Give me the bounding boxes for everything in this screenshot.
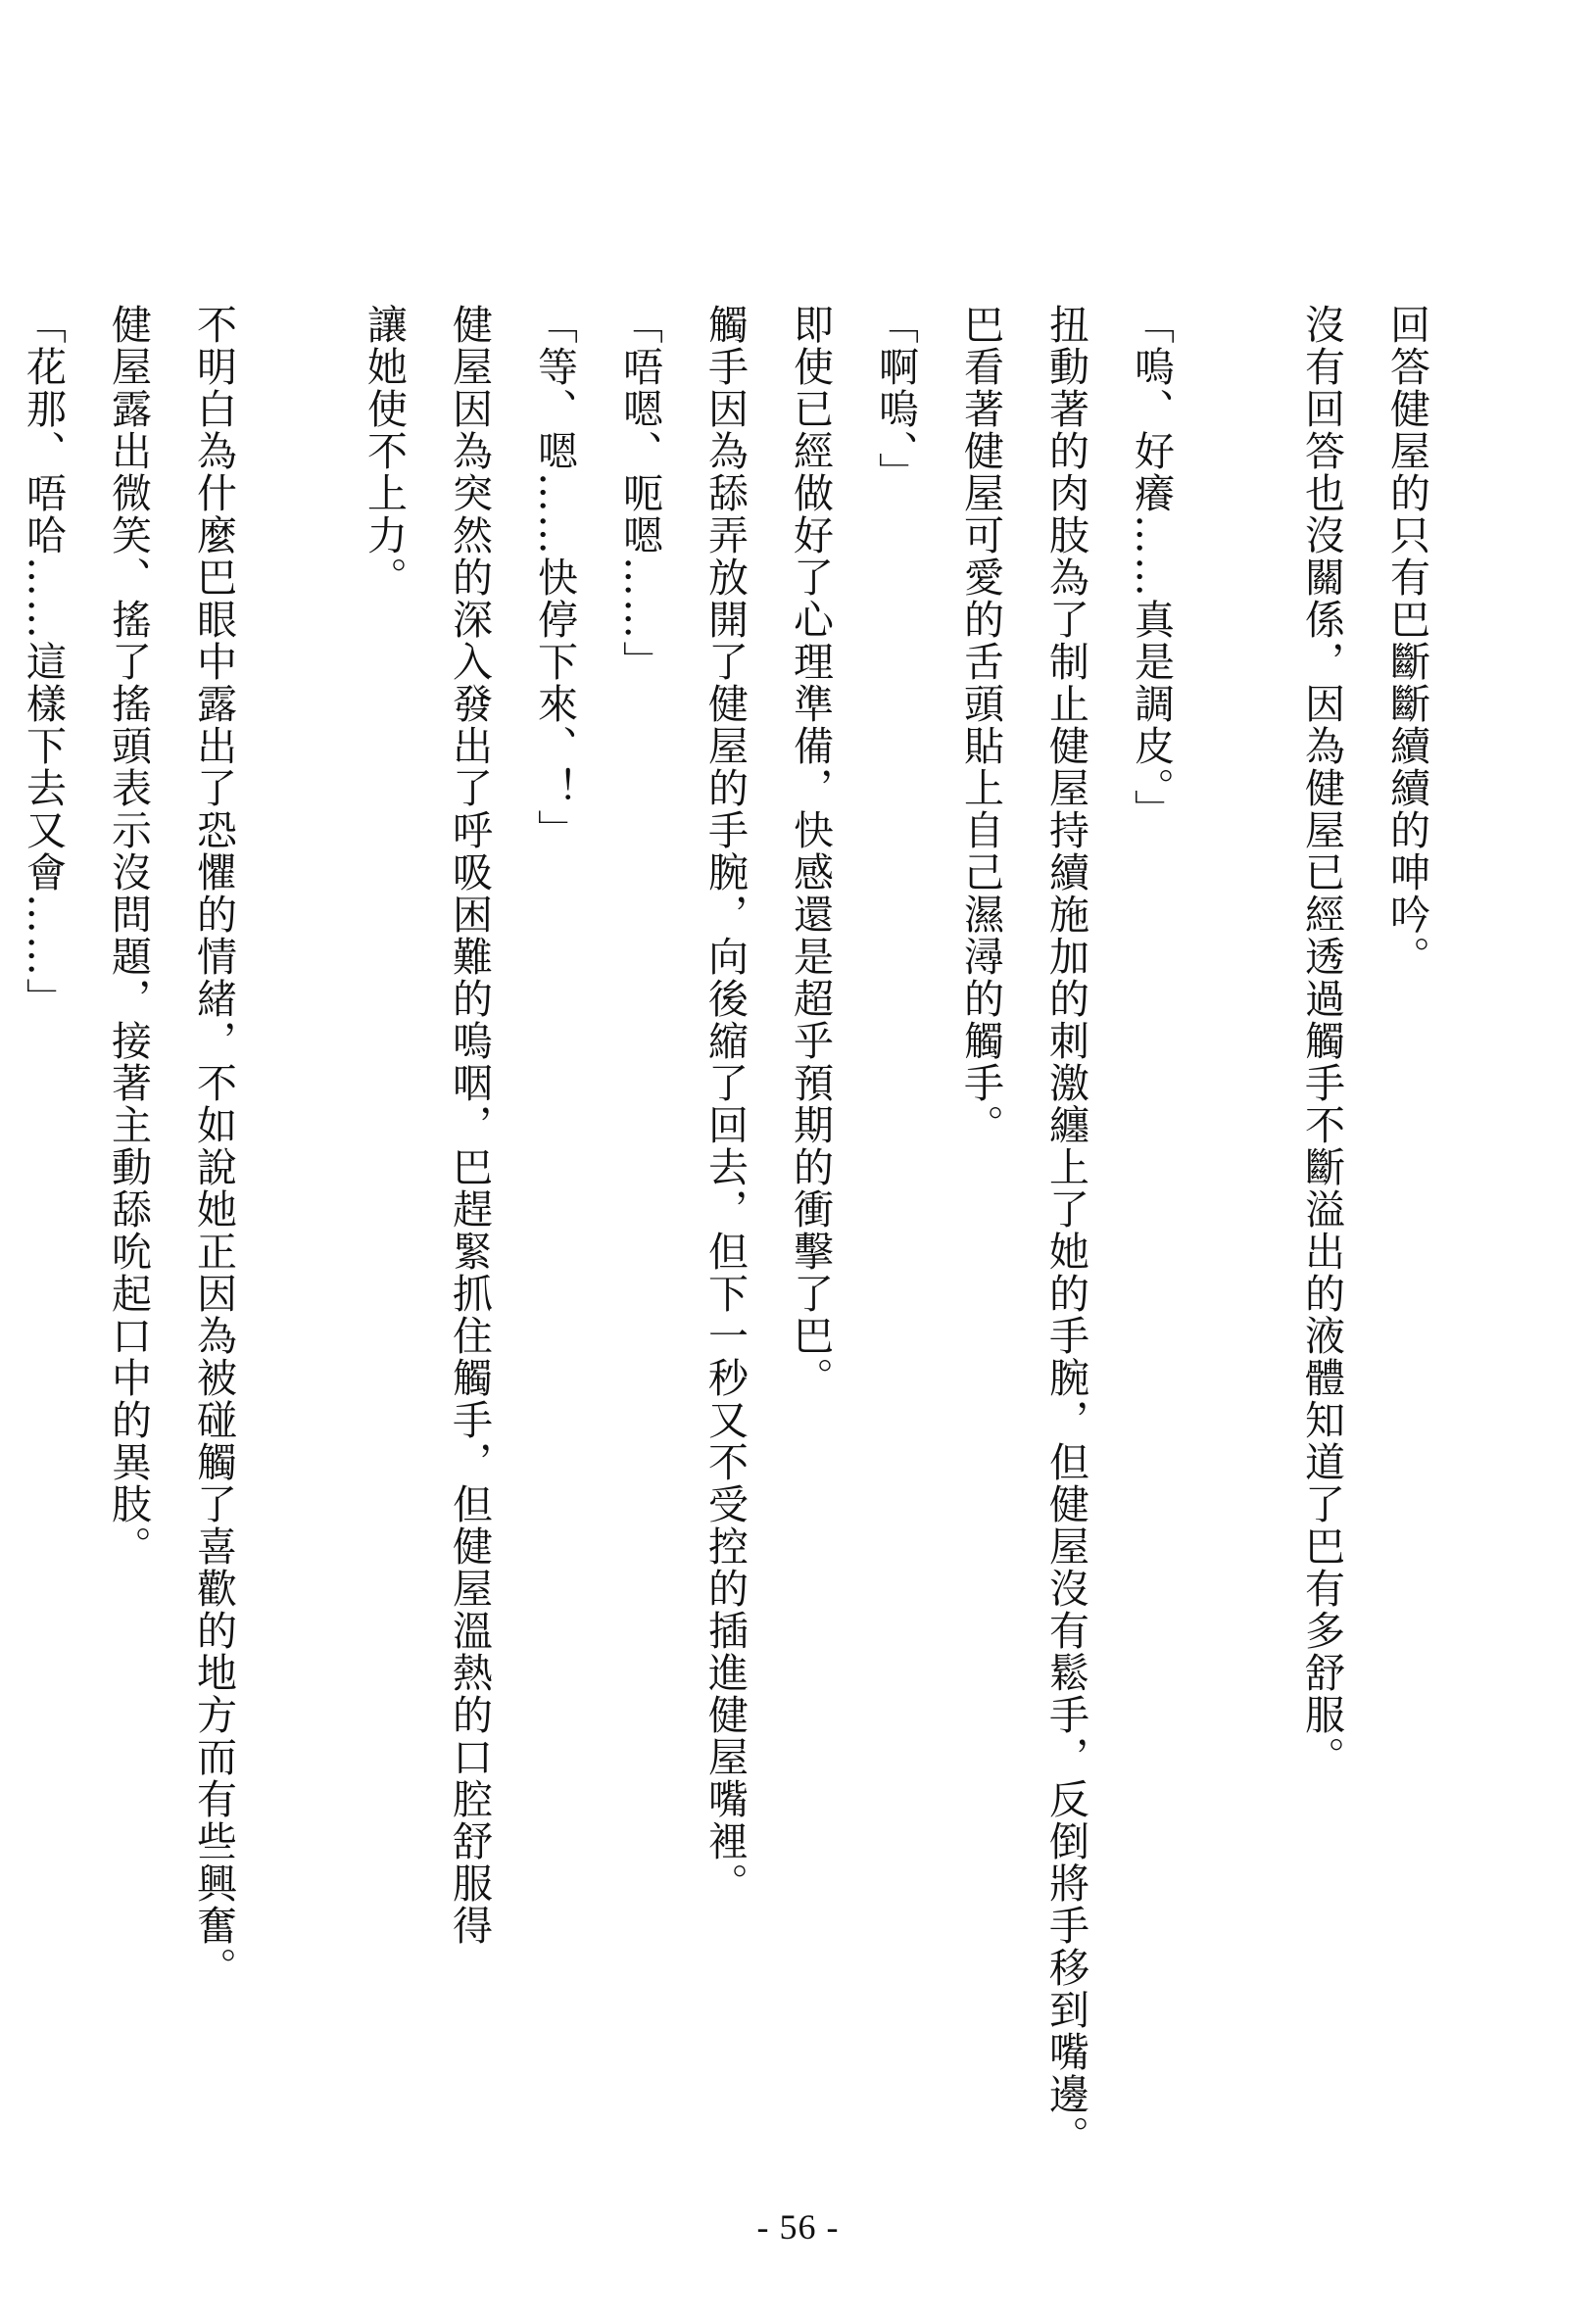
text-line: 「嗚、好癢……真是調皮。」	[1128, 304, 1175, 832]
text-line: 沒有回答也沒關係，因為健屋已經透過觸手不斷溢出的液體知道了巴有多舒服。	[1298, 304, 1345, 1778]
blank-line	[256, 304, 341, 2214]
page-number: - 56 -	[756, 2207, 840, 2247]
vertical-text-body	[0, 304, 1449, 2214]
text-line: 「花那、唔哈……這樣下去又會……」	[20, 304, 67, 1020]
text-line: 讓她使不上力。	[361, 304, 408, 599]
text-line: 巴看著健屋可愛的舌頭貼上自己濕潯的觸手。	[957, 304, 1004, 1146]
text-line: 「唔嗯、呃嗯……」	[616, 304, 663, 683]
text-line: 不明白為什麼巴眼中露出了恐懼的情緒，不如說她正因為被碰觸了喜歡的地方而有些興奮。	[190, 304, 237, 1989]
text-line: 健屋因為突然的深入發出了呼吸困難的嗚咽，巴趕緊抓住觸手，但健屋溫熱的口腔舒服得	[446, 304, 493, 1947]
text-line: 「等、嗯……快停下來、！」	[531, 304, 578, 851]
text-line: 「啊嗚、」	[872, 304, 919, 495]
text-line: 扭動著的肉肢為了制止健屋持續施加的刺激纏上了她的手腕，但健屋沒有鬆手，反倒將手移到嘴邊。	[1042, 304, 1089, 2157]
text-line: 即使已經做好了心理準備，快感還是超乎預期的衝擊了巴。	[787, 304, 834, 1399]
blank-line	[1193, 304, 1279, 2214]
text-line: 觸手因為舔弄放開了健屋的手腕，向後縮了回去，但下一秒又不受控的插進健屋嘴裡。	[701, 304, 749, 1905]
text-line: 回答健屋的只有巴斷斷續續的呻吟。	[1383, 304, 1430, 978]
text-line: 健屋露出微笑、搖了搖頭表示沒問題，接著主動舔吮起口中的異肢。	[105, 304, 152, 1568]
